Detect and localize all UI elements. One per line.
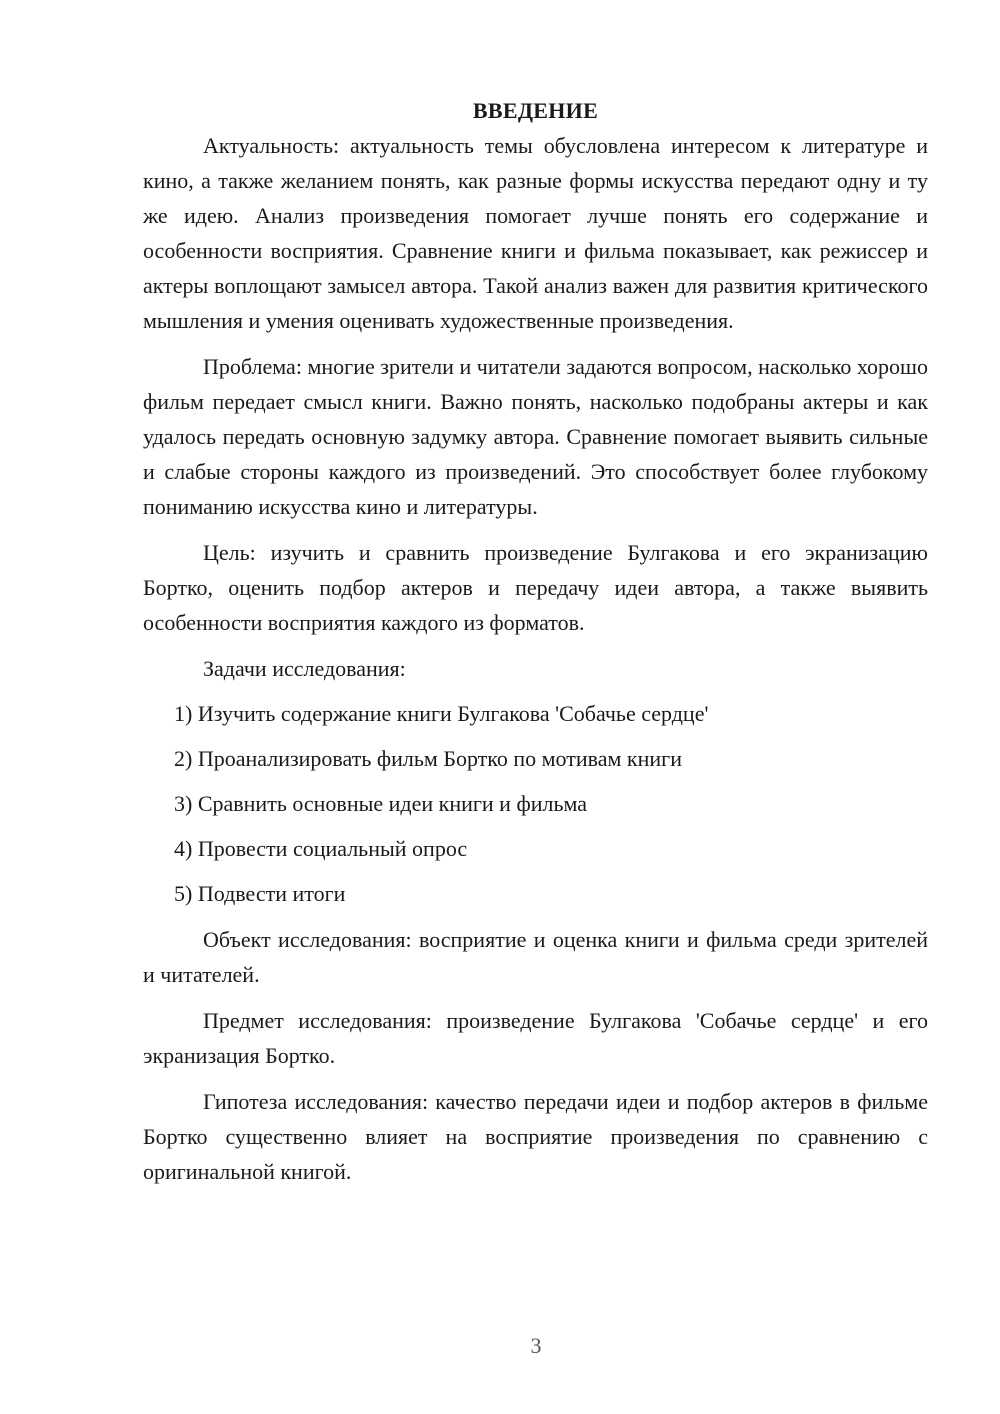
problem-paragraph: Проблема: многие зрители и читатели задаются вопросом, насколько хорошо фильм передает смысл книги. Важно понять, насколько подобраны актеры и как удалось передать основную задумку автора. Сравнение помогает выявить сильные и слабые стороны каждого из произведений. Это способствует более глубокому пониманию искусства кино и литературы. <box>143 354 928 519</box>
tasks-list <box>143 696 928 911</box>
goal-paragraph: Цель: изучить и сравнить произведение Булгакова и его экранизацию Бортко, оценить подбор актеров и передачу идеи автора, а также выявить особенности восприятия каждого из форматов. <box>143 540 928 635</box>
document-page <box>143 94 928 1189</box>
tasks-heading: Задачи исследования: <box>203 656 406 681</box>
task-item-5: 5) Подвести итоги <box>174 881 346 906</box>
hypothesis-paragraph: Гипотеза исследования: качество передачи идеи и подбор актеров в фильме Бортко существенно влияет на восприятие произведения по сравнению с оригинальной книгой. <box>143 1089 928 1184</box>
task-item-4: 4) Провести социальный опрос <box>174 836 468 861</box>
task-item-2: 2) Проанализировать фильм Бортко по мотивам книги <box>174 746 682 771</box>
subject-paragraph: Предмет исследования: произведение Булгакова 'Собачье сердце' и его экранизация Бортко. <box>143 1008 928 1068</box>
relevance-paragraph: Актуальность: актуальность темы обусловлена интересом к литературе и кино, а также желанием понять, как разные формы искусства передают одну и ту же идею. Анализ произведения помогает лучше понять его содержание и особенности восприятия. Сравнение книги и фильма показывает, как режиссер и актеры воплощают замысел автора. Такой анализ важен для развития критического мышления и умения оценивать художественные произведения. <box>143 133 928 333</box>
page-number: 3 <box>530 1333 542 1358</box>
task-item-3: 3) Сравнить основные идеи книги и фильма <box>174 791 588 816</box>
object-paragraph: Объект исследования: восприятие и оценка книги и фильма среди зрителей и читателей. <box>143 927 928 987</box>
section-title: ВВЕДЕНИЕ <box>472 98 599 123</box>
task-item-1: 1) Изучить содержание книги Булгакова 'Собачье сердце' <box>174 701 709 726</box>
